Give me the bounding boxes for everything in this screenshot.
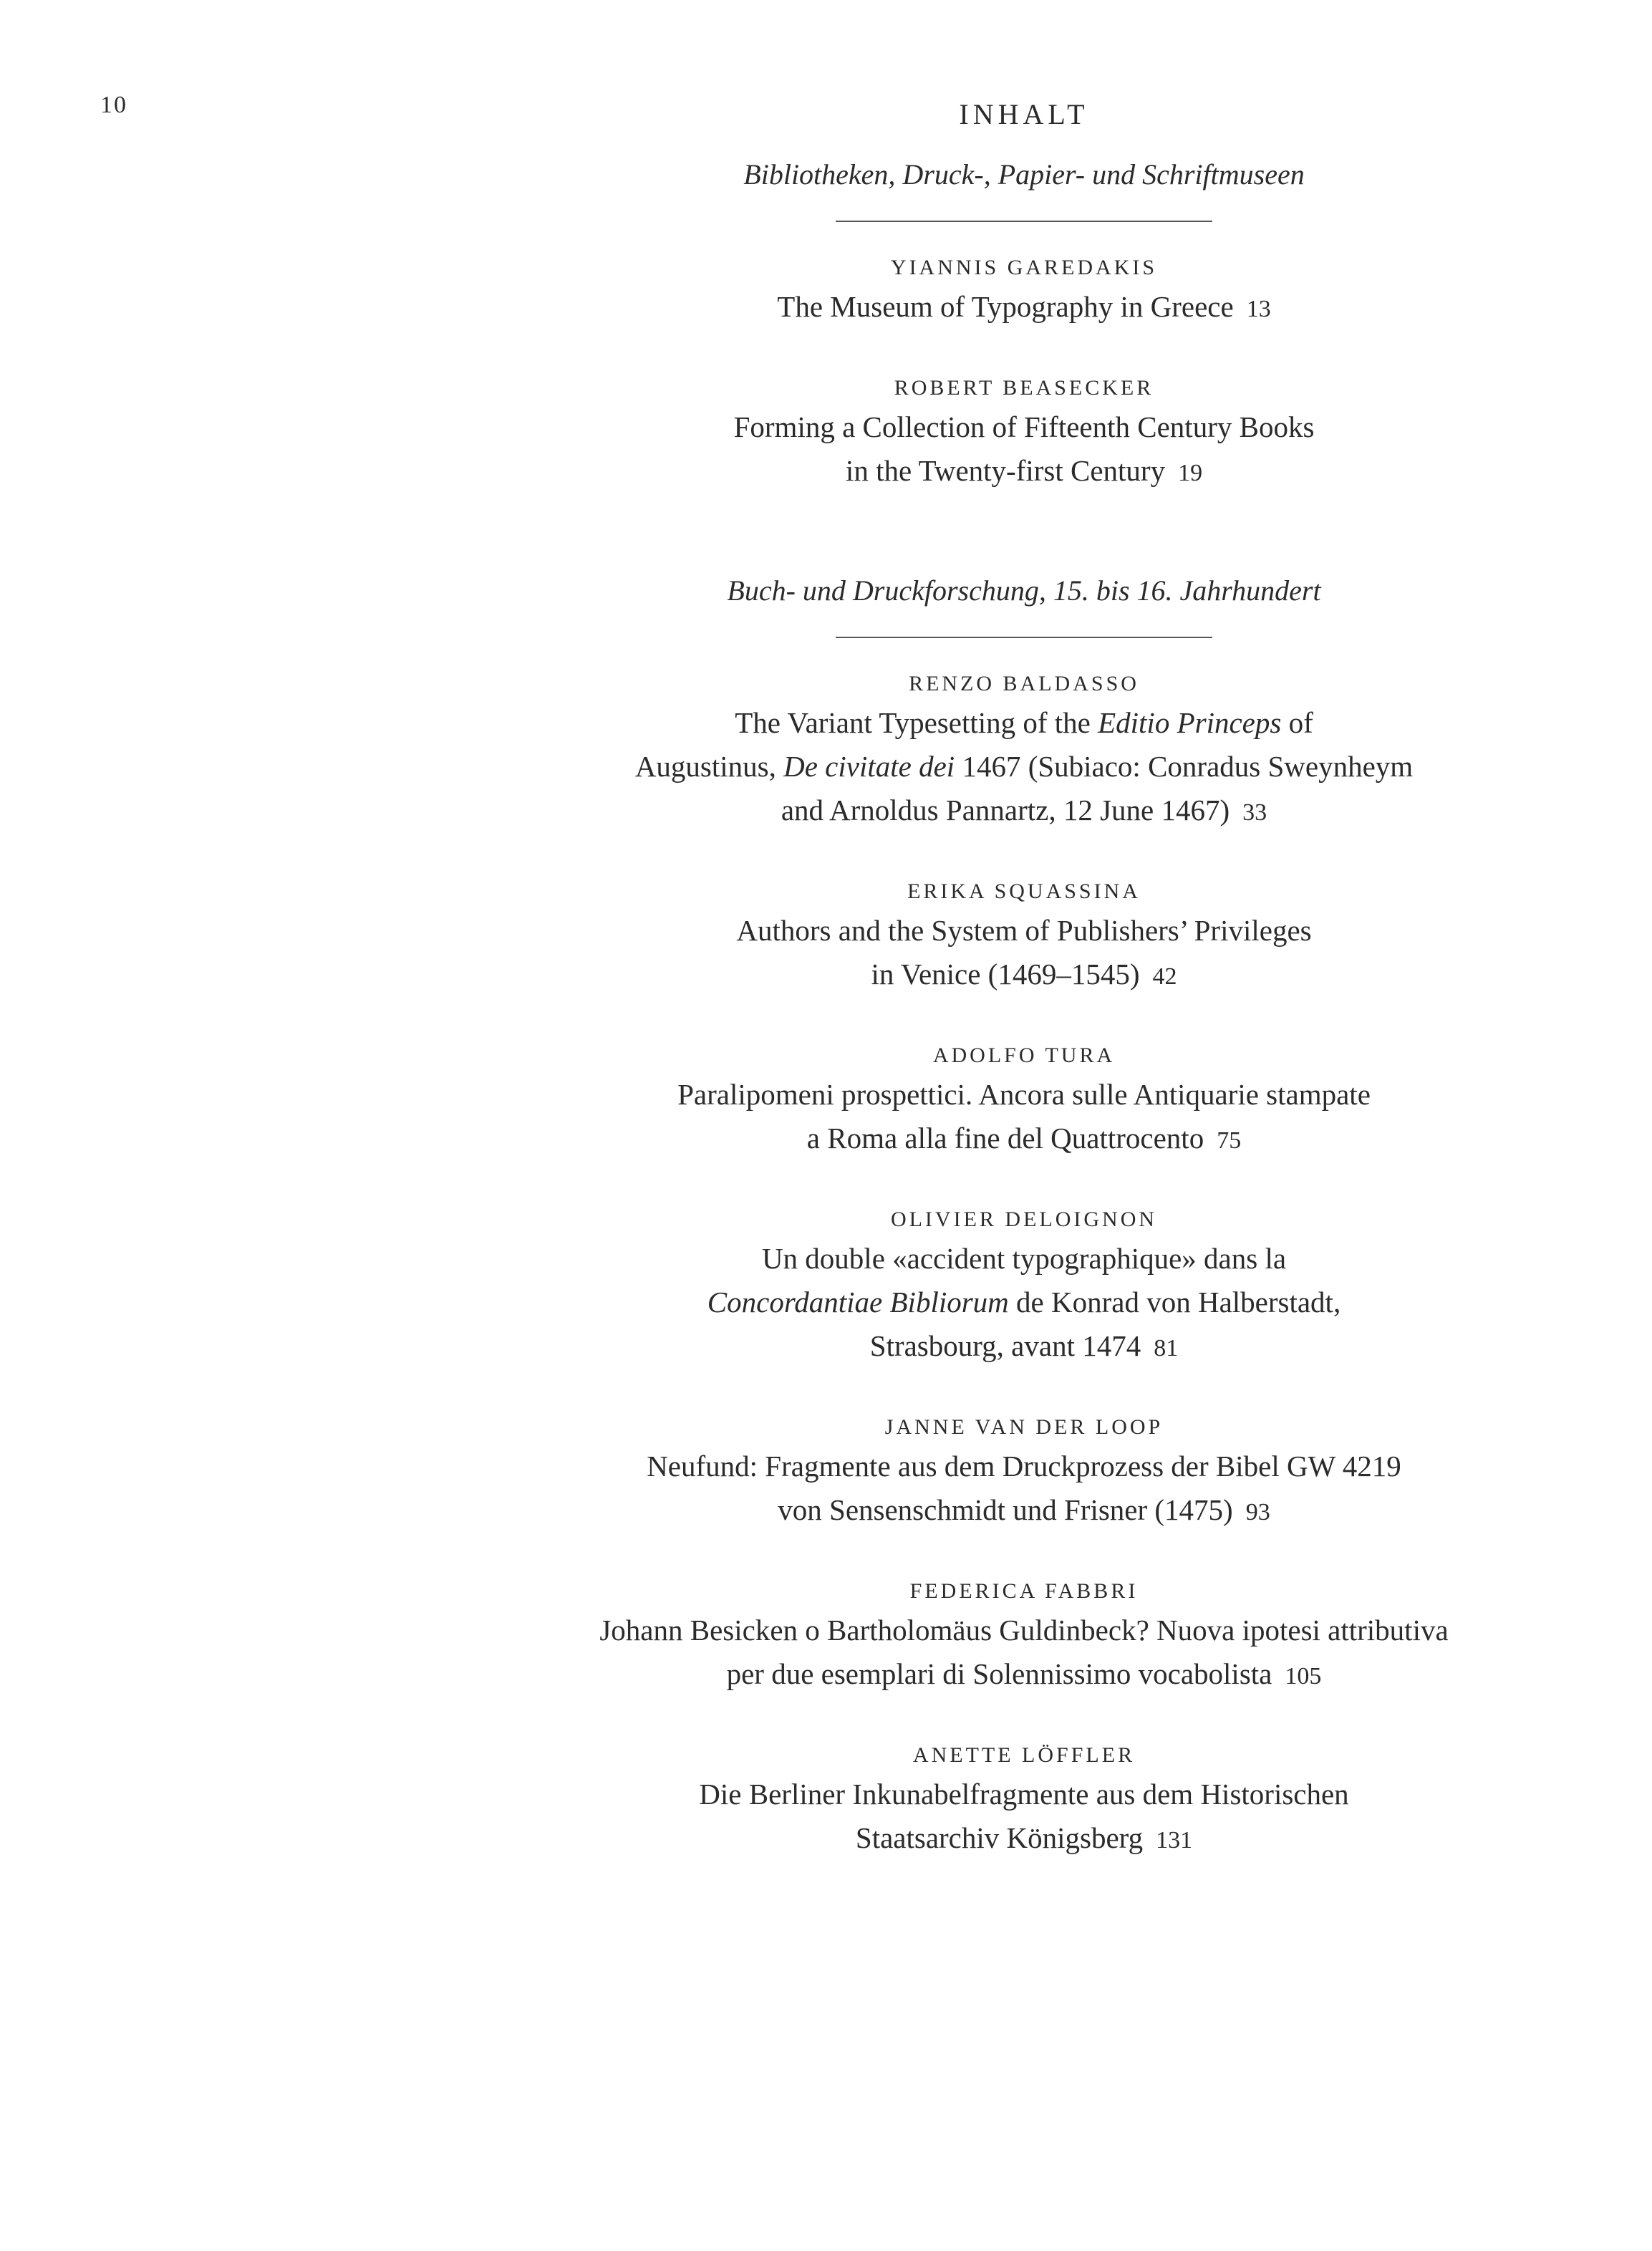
section-libraries-museums [458,153,1590,495]
toc-heading: INHALT [959,98,1089,130]
entry-title [458,909,1590,998]
entry-page-number: 13 [1246,296,1271,322]
entry-title-line: per due esemplari di Solennissimo vocabolista [726,1657,1272,1690]
entry-title-line: Paralipomeni prospettici. Ancora sulle Antiquarie stampate [677,1078,1371,1111]
entry-author: ADOLFO TURA [932,1043,1116,1067]
entry-author: YIANNIS GAREDAKIS [890,256,1158,279]
entry-title-text: and Arnoldus Pannartz, 12 June 1467) [781,794,1230,826]
entry-title-italic: Concordantiae Bibliorum [707,1286,1009,1319]
toc-entry [458,1038,1590,1162]
toc-entry [458,1202,1590,1370]
toc-entry [458,1574,1590,1698]
entry-title [458,1445,1590,1534]
section-divider [836,637,1212,638]
entry-title-line: Strasbourg, avant 1474 [869,1329,1141,1362]
page-number: 10 [100,92,127,118]
entry-page-number: 131 [1156,1827,1193,1854]
entry-page-number: 42 [1152,963,1177,990]
entry-author: OLIVIER DELOIGNON [890,1208,1158,1231]
section-title: Bibliotheken, Druck-, Papier- und Schriftmuseen [743,158,1305,191]
section-title: Buch- und Druckforschung, 15. bis 16. Jahrhundert [727,574,1321,607]
toc-entry [458,371,1590,495]
entry-title [458,1237,1590,1370]
entry-title-line: in Venice (1469–1545) [871,958,1140,990]
toc-entry [458,251,1590,331]
entry-page-number: 105 [1285,1663,1322,1690]
entry-page-number: 93 [1245,1499,1270,1525]
entry-title-italic: De civitate dei [783,750,955,783]
entry-title [458,1773,1590,1862]
entry-author: FEDERICA FABBRI [909,1579,1139,1603]
entry-title [458,701,1590,834]
entry-author: RENZO BALDASSO [909,672,1139,695]
entry-title-line: Staatsarchiv Königsberg [855,1821,1144,1854]
entry-title-line: Die Berliner Inkunabelfragmente aus dem Historischen [699,1778,1349,1811]
entry-page-number: 75 [1217,1127,1242,1154]
entry-page-number: 19 [1178,460,1203,486]
entry-title-line: Forming a Collection of Fifteenth Century Books [733,410,1315,443]
entry-title-line: Neufund: Fragmente aus dem Druckprozess der Bibel GW 4219 [647,1450,1401,1483]
entry-author: ERIKA SQUASSINA [907,879,1141,903]
entry-title [458,405,1590,495]
entry-title-line: The Museum of Typography in Greece [777,290,1234,323]
entry-title [458,1073,1590,1162]
table-of-contents [458,93,1590,1862]
entry-title-line: Authors and the System of Publishers’ Privileges [736,914,1312,947]
toc-entry [458,874,1590,998]
toc-entry [458,667,1590,834]
entry-title-line: von Sensenschmidt und Frisner (1475) [778,1493,1233,1526]
entry-author: ANETTE LÖFFLER [912,1743,1136,1767]
entry-title-line: Johann Besicken o Bartholomäus Guldinbeck? Nuova ipotesi attributiva [599,1614,1449,1647]
entry-title-text: de Konrad von Halberstadt, [1008,1286,1341,1319]
entry-title-line: a Roma alla fine del Quattrocento [806,1122,1204,1155]
entry-title-text: The Variant Typesetting of the [735,706,1098,739]
entry-page-number: 33 [1242,799,1267,826]
toc-entry [458,1410,1590,1534]
entry-title [458,1609,1590,1698]
entry-author: JANNE VAN DER LOOP [884,1415,1164,1439]
entry-page-number: 81 [1154,1335,1179,1361]
entry-title [458,285,1590,331]
entry-author: ROBERT BEASECKER [894,376,1154,400]
section-divider [836,221,1212,222]
toc-entry [458,1738,1590,1862]
entry-title-text: Augustinus, [634,750,784,783]
entry-title-line: Un double «accident typographique» dans la [761,1242,1287,1275]
entry-title-text: 1467 (Subiaco: Conradus Sweynheym [955,750,1414,783]
section-book-print-research [458,569,1590,1862]
entry-title-italic: Editio Princeps [1098,706,1282,739]
entry-title-text: of [1281,706,1313,739]
entry-title-line: in the Twenty-first Century [845,454,1166,487]
